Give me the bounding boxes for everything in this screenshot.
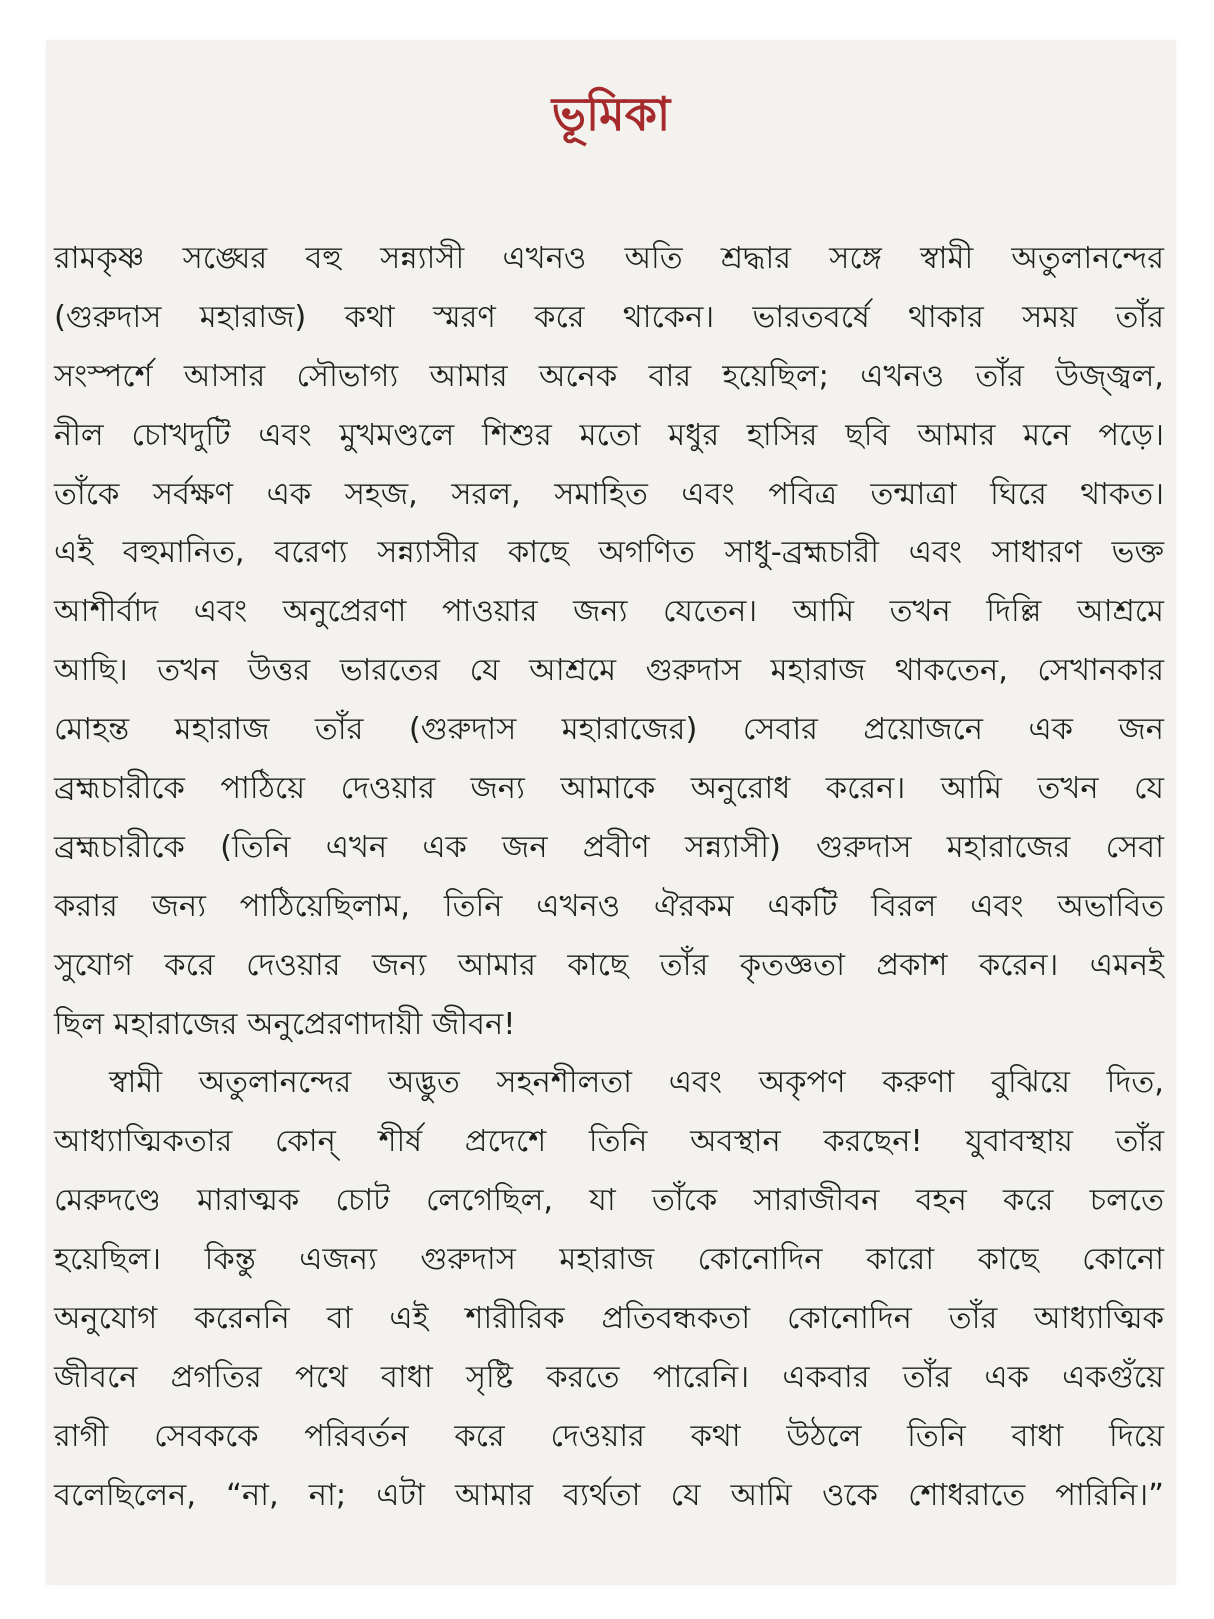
text-line: মোহন্ত মহারাজ তাঁর (গুরুদাস মহারাজের) সেবার প্রয়োজনে এক জন [54, 712, 1164, 748]
text-line: সংস্পর্শে আসার সৌভাগ্য আমার অনেক বার হয়েছিল; এখনও তাঁর উজ্জ্বল, [54, 358, 1164, 394]
text-line: আশীর্বাদ এবং অনুপ্রেরণা পাওয়ার জন্য যেতেন। আমি তখন দিল্লি আশ্রমে [54, 594, 1164, 630]
text-line: ব্রহ্মচারীকে (তিনি এখন এক জন প্রবীণ সন্ন্যাসী) গুরুদাস মহারাজের সেবা [54, 829, 1164, 865]
body-text [54, 230, 1164, 1526]
text-line: রামকৃষ্ণ সঙ্ঘের বহু সন্ন্যাসী এখনও অতি শ্রদ্ধার সঙ্গে স্বামী অতুলানন্দের [54, 241, 1164, 276]
text-line: অনুযোগ করেননি বা এই শারীরিক প্রতিবন্ধকতা কোনোদিন তাঁর আধ্যাত্মিক [54, 1301, 1164, 1337]
text-line: মেরুদণ্ডে মারাত্মক চোট লেগেছিল, যা তাঁকে সারাজীবন বহন করে চলতে [54, 1183, 1164, 1219]
text-line: করার জন্য পাঠিয়েছিলাম, তিনি এখনও ঐরকম একটি বিরল এবং অভাবিত [54, 888, 1164, 924]
paragraph-end-line: ছিল মহারাজের অনুপ্রেরণাদায়ী জীবন! [54, 1006, 516, 1042]
text-line: আধ্যাত্মিকতার কোন্ শীর্ষ প্রদেশে তিনি অবস্থান করছেন! যুবাবস্থায় তাঁর [54, 1124, 1164, 1160]
text-line: হয়েছিল। কিন্তু এজন্য গুরুদাস মহারাজ কোনোদিন কারো কাছে কোনো [54, 1242, 1164, 1278]
text-line: তাঁকে সর্বক্ষণ এক সহজ, সরল, সমাহিত এবং পবিত্র তন্মাত্রা ঘিরে থাকত। [54, 476, 1164, 512]
text-line: সুযোগ করে দেওয়ার জন্য আমার কাছে তাঁর কৃতজ্ঞতা প্রকাশ করেন। এমনই [54, 947, 1164, 983]
page-title: ভূমিকা [551, 87, 671, 141]
text-line: আছি। তখন উত্তর ভারতের যে আশ্রমে গুরুদাস মহারাজ থাকতেন, সেখানকার [54, 653, 1164, 689]
text-line: রাগী সেবককে পরিবর্তন করে দেওয়ার কথা উঠলে তিনি বাধা দিয়ে [54, 1418, 1164, 1454]
text-line: ব্রহ্মচারীকে পাঠিয়ে দেওয়ার জন্য আমাকে অনুরোধ করেন। আমি তখন যে [54, 771, 1164, 807]
paragraph-start-line: স্বামী অতুলানন্দের অদ্ভুত সহনশীলতা এবং অকৃপণ করুণা বুঝিয়ে দিত, [109, 1065, 1164, 1101]
text-line: এই বহুমানিত, বরেণ্য সন্ন্যাসীর কাছে অগণিত সাধু-ব্রহ্মচারী এবং সাধারণ ভক্ত [54, 535, 1164, 571]
text-line: (গুরুদাস মহারাজ) কথা স্মরণ করে থাকেন। ভারতবর্ষে থাকার সময় তাঁর [54, 299, 1164, 335]
document-page [46, 40, 1176, 1585]
text-line: বলেছিলেন, “না, না; এটা আমার ব্যর্থতা যে আমি ওকে শোধরাতে পারিনি।” [54, 1477, 1164, 1513]
text-line: জীবনে প্রগতির পথে বাধা সৃষ্টি করতে পারেনি। একবার তাঁর এক একগুঁয়ে [54, 1359, 1164, 1395]
text-line: নীল চোখদুটি এবং মুখমণ্ডলে শিশুর মতো মধুর হাসির ছবি আমার মনে পড়ে। [54, 417, 1164, 453]
